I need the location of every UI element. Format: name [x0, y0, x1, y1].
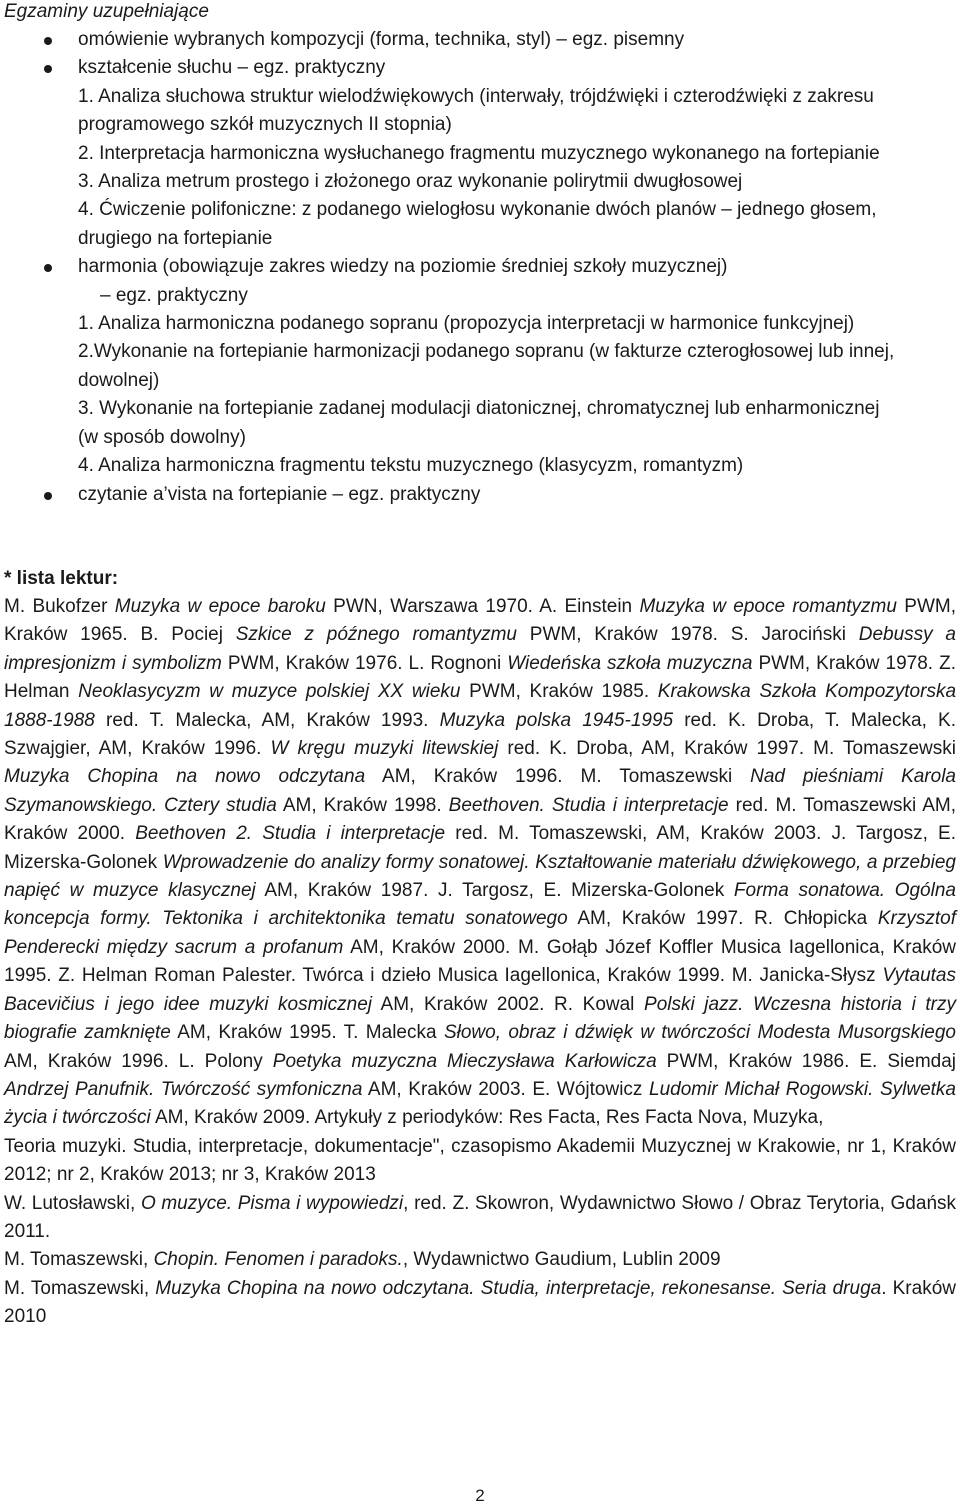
text-run: AM, Kraków 1995. T. Malecka	[170, 1022, 444, 1044]
bullet-icon	[44, 65, 52, 73]
italic-title-run: Krzysztof Penderecki między sacrum a profanum	[4, 908, 956, 958]
list-item: omówienie wybranych kompozycji (forma, technika, styl) – egz. pisemny	[0, 26, 960, 54]
text-run: AM, Kraków 2000. M. Gołąb Józef Koffler Musica Iagellonica, Kraków 1995. Z. Helman Roman Palester. Twórca i dzieło Musica Iagellonica, Kraków 1999. M. Janicka-Słysz	[4, 936, 956, 987]
numbered-item: 3. Analiza metrum prostego i złożonego oraz wykonanie polirytmii dwugłosowej	[78, 171, 743, 193]
list-item-continuation: – egz. praktyczny	[100, 284, 248, 306]
list-item: czytanie a’vista na fortepianie – egz. praktyczny	[0, 481, 960, 509]
reading-list-title: * lista lektur:	[4, 568, 119, 589]
section-heading: Egzaminy uzupełniające	[4, 1, 209, 22]
text-run: AM, Kraków 1997. R. Chłopicka	[567, 908, 878, 930]
italic-title-run: Neoklasycyzm w muzyce polskiej XX wieku	[78, 681, 461, 703]
text-run: PWM, Kraków 1985.	[460, 681, 658, 703]
italic-title-run: O muzyce. Pisma i wypowiedzi	[140, 1192, 404, 1214]
bibliography-paragraph: Teoria muzyki. Studia, interpretacje, dokumentacje", czasopismo Akademii Muzycznej w Krakowie, nr 1, Kraków 2012; nr 2, Kraków 2013; nr 3, Kraków 2013	[4, 1135, 956, 1186]
italic-title-run: Słowo, obraz i dźwięk w twórczości Modesta Musorgskiego	[443, 1022, 956, 1044]
text-run: PWM, Kraków 1965. B. Pociej	[4, 596, 956, 646]
italic-title-run: Forma sonatowa. Ogólna koncepcja formy. Tektonika i architektonika tematu sonatowego	[4, 880, 956, 930]
italic-title-run: Poetyka muzyczna Mieczysława Karłowicza	[272, 1050, 657, 1072]
italic-title-run: Beethoven 2. Studia i interpretacje	[135, 823, 446, 845]
numbered-item: 3. Wykonanie na fortepianie zadanej modulacji diatonicznej, chromatycznej lub enharmonicznej (w sposób dowolny)	[78, 398, 880, 448]
text-run: AM, Kraków 2002. R. Kowal	[372, 993, 645, 1015]
list-item: kształcenie słuchu – egz. praktyczny	[0, 54, 960, 82]
numbered-item: 2.Wykonanie na fortepianie harmonizacji podanego sopranu (w fakturze czterogłosowej lub innej, dowolnej)	[78, 341, 895, 391]
text-run: AM, Kraków 1996. L. Polony	[4, 1050, 273, 1072]
italic-title-run: Muzyka Chopina na nowo odczytana	[4, 766, 366, 788]
bullet-icon	[44, 37, 52, 45]
italic-title-run: W kręgu muzyki litewskiej	[270, 738, 499, 760]
numbered-item: 4. Analiza harmoniczna fragmentu tekstu muzycznego (klasycyzm, romantyzm)	[78, 455, 744, 477]
text-run: M. Bukofzer	[4, 596, 115, 617]
italic-title-run: Beethoven. Studia i interpretacje	[448, 794, 729, 816]
text-run: PWM, Kraków 1978. Z. Helman	[4, 652, 956, 703]
bullet-icon	[44, 492, 52, 500]
italic-title-run: Muzyka w epoce baroku	[114, 596, 326, 617]
italic-title-run: Krakowska Szkoła Kompozytorska 1888-1988	[4, 681, 957, 731]
text-run: red. M. Tomaszewski AM, Kraków 2000.	[4, 794, 957, 845]
text-run: AM, Kraków 2009. Artykuły z periodyków: Res Facta, Res Facta Nova, Muzyka,	[150, 1107, 824, 1129]
italic-title-run: Nad pieśniami Karola Szymanowskiego. Cztery studia	[4, 766, 956, 816]
italic-title-run: Andrzej Panufnik. Twórczość symfoniczna	[4, 1078, 363, 1100]
text-run: , red. Z. Skowron, Wydawnictwo Słowo / Obraz Terytoria, Gdańsk 2011.	[4, 1192, 957, 1242]
numbered-item: 4. Ćwiczenie polifoniczne: z podanego wielogłosu wykonanie dwóch planów – jednego głosem, drugiego na fortepianie	[78, 199, 877, 249]
bibliography-paragraph	[4, 1275, 956, 1332]
text-run: PWN, Warszawa 1970. A. Einstein	[325, 596, 640, 617]
text-run: . Kraków 2010	[4, 1277, 956, 1328]
text-run: red. K. Droba, AM, Kraków 1997. M. Tomaszewski	[498, 738, 956, 760]
text-run: , Wydawnictwo Gaudium, Lublin 2009	[402, 1249, 721, 1271]
bibliography-paragraph	[4, 1246, 956, 1274]
italic-title-run: Ludomir Michał Rogowski. Sylwetka życia i twórczości	[4, 1078, 956, 1129]
italic-title-run: Wiedeńska szkoła muzyczna	[507, 652, 753, 674]
italic-title-run: Debussy a impresjonizm i symbolizm	[4, 624, 956, 674]
italic-title-run: Polski jazz. Wczesna historia i trzy biografie zamknięte	[4, 993, 956, 1044]
italic-title-run: Chopin. Fenomen i paradoks.	[153, 1249, 403, 1271]
text-run: PWM, Kraków 1986. E. Siemdaj	[656, 1050, 957, 1072]
text-run: AM, Kraków 1987. J. Targosz, E. Mizerska-Golonek	[255, 880, 734, 902]
bibliography-paragraph	[4, 1190, 956, 1247]
numbered-item: 2. Interpretacja harmoniczna wysłuchanego fragmentu muzycznego wykonanego na fortepianie	[78, 142, 880, 164]
italic-title-run: Wprowadzenie do analizy formy sonatowej. Kształtowanie materiału dźwiękowego, a przebieg napięć w muzyce klasycznej	[4, 851, 956, 902]
text-run: AM, Kraków 2003. E. Wójtowicz	[362, 1078, 650, 1100]
text-run: W. Lutosławski,	[4, 1192, 141, 1214]
bibliography-paragraph	[4, 593, 956, 1133]
italic-title-run: Muzyka w epoce romantyzmu	[639, 596, 897, 617]
list-item: harmonia (obowiązuje zakres wiedzy na poziomie średniej szkoły muzycznej)	[0, 253, 960, 281]
page-number: 2	[475, 1486, 485, 1505]
italic-title-run: Muzyka polska 1945-1995	[439, 709, 674, 731]
text-run: PWM, Kraków 1978. S. Jarociński	[516, 624, 859, 646]
text-run: AM, Kraków 1998.	[276, 794, 449, 816]
text-run: red. K. Droba, T. Malecka, K. Szwajgier, AM, Kraków 1996.	[4, 709, 956, 760]
reading-list	[4, 593, 956, 1332]
italic-title-run: Vytautas Bacevičius i jego idee muzyki kosmicznej	[4, 965, 956, 1015]
exam-list	[0, 26, 960, 509]
bullet-icon	[44, 264, 52, 272]
text-run: red. T. Malecka, AM, Kraków 1993.	[94, 709, 440, 731]
italic-title-run: Szkice z późnego romantyzmu	[235, 624, 517, 646]
italic-title-run: Muzyka Chopina na nowo odczytana. Studia, interpretacje, rekonesanse. Seria druga	[155, 1277, 882, 1299]
text-run: PWM, Kraków 1976. L. Rognoni	[221, 652, 508, 674]
numbered-item: 1. Analiza harmoniczna podanego sopranu (propozycja interpretacji w harmonice funkcyjnej)	[78, 313, 855, 335]
text-run: M. Tomaszewski,	[4, 1249, 154, 1271]
text-run: red. M. Tomaszewski, AM, Kraków 2003. J. Targosz, E. Mizerska-Golonek	[4, 823, 957, 873]
numbered-item: 1. Analiza słuchowa struktur wielodźwiękowych (interwały, trójdźwięki i czterodźwięki z zakresu programowego szkół muzycznych II stopnia)	[78, 85, 874, 136]
text-run: AM, Kraków 1996. M. Tomaszewski	[365, 766, 751, 788]
text-run: M. Tomaszewski,	[4, 1277, 156, 1299]
